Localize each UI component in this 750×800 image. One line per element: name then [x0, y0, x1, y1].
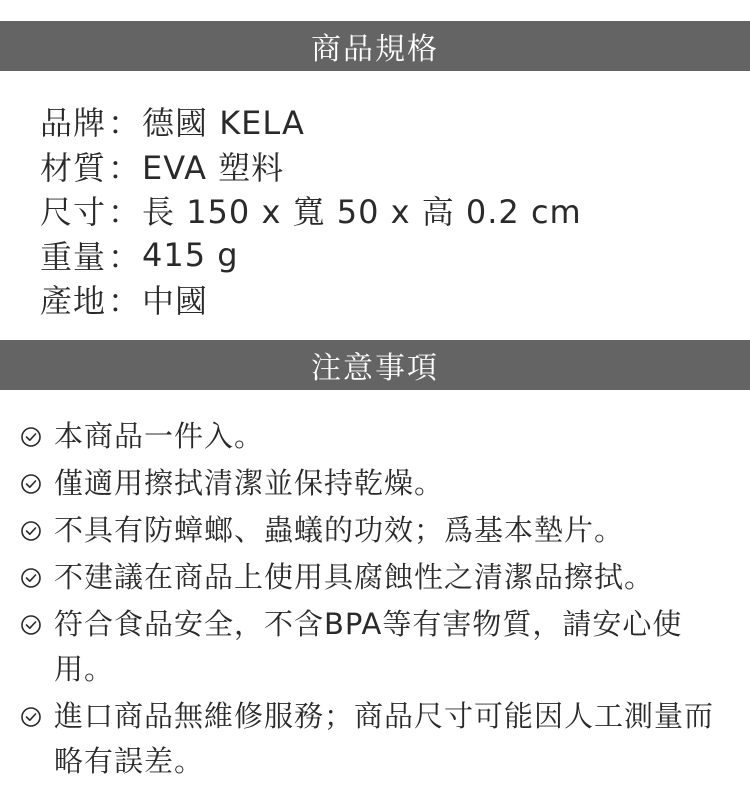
- note-item: [20, 694, 740, 784]
- spec-colon: ：: [108, 282, 141, 321]
- spec-colon: ：: [108, 104, 141, 143]
- circle-check-icon: [20, 694, 54, 739]
- spec-colon: ：: [108, 193, 141, 232]
- circle-check-icon: [20, 555, 54, 600]
- note-item: [20, 461, 740, 506]
- note-text: 進口商品無維修服務；商品尺寸可能因人工測量而略有誤差。: [54, 699, 715, 778]
- note-item: [20, 602, 740, 692]
- notes-section-title: 注意事項: [311, 351, 439, 386]
- spec-row-origin: [40, 277, 582, 322]
- note-text: 符合食品安全，不含BPA等有害物質，請安心使用。: [54, 607, 683, 686]
- spec-value: 長 150 x 寬 50 x 高 0.2 cm: [142, 193, 582, 232]
- note-item: [20, 508, 740, 553]
- spec-label: 尺寸: [40, 193, 107, 232]
- spec-value: 德國 KELA: [142, 104, 305, 143]
- note-text: 本商品一件入。: [54, 419, 265, 453]
- circle-check-icon: [20, 414, 54, 459]
- circle-check-icon: [20, 602, 54, 647]
- notes-list: [20, 414, 740, 786]
- spec-row-material: [40, 144, 582, 189]
- spec-value: 中國: [142, 282, 209, 321]
- spec-row-weight: [40, 233, 582, 278]
- note-item: [20, 414, 740, 459]
- spec-colon: ：: [108, 148, 141, 187]
- spec-colon: ：: [108, 237, 141, 276]
- circle-check-icon: [20, 508, 54, 553]
- spec-row-size: [40, 188, 582, 233]
- spec-row-brand: [40, 99, 582, 144]
- notes-section-header: [0, 340, 750, 390]
- circle-check-icon: [20, 461, 54, 506]
- spec-label: 重量: [40, 237, 107, 276]
- spec-label: 產地: [40, 282, 107, 321]
- note-text: 不具有防蟑螂、蟲蟻的功效；爲基本墊片。: [54, 513, 625, 547]
- spec-section-title: 商品規格: [311, 32, 439, 67]
- spec-value: EVA 塑料: [142, 148, 285, 187]
- spec-value: 415 g: [142, 235, 239, 274]
- spec-list: [40, 99, 582, 322]
- spec-section-header: [0, 21, 750, 71]
- note-text: 僅適用擦拭清潔並保持乾燥。: [54, 466, 445, 500]
- spec-label: 品牌: [40, 104, 107, 143]
- note-text: 不建議在商品上使用具腐蝕性之清潔品擦拭。: [54, 560, 655, 594]
- spec-label: 材質: [40, 148, 107, 187]
- note-item: [20, 555, 740, 600]
